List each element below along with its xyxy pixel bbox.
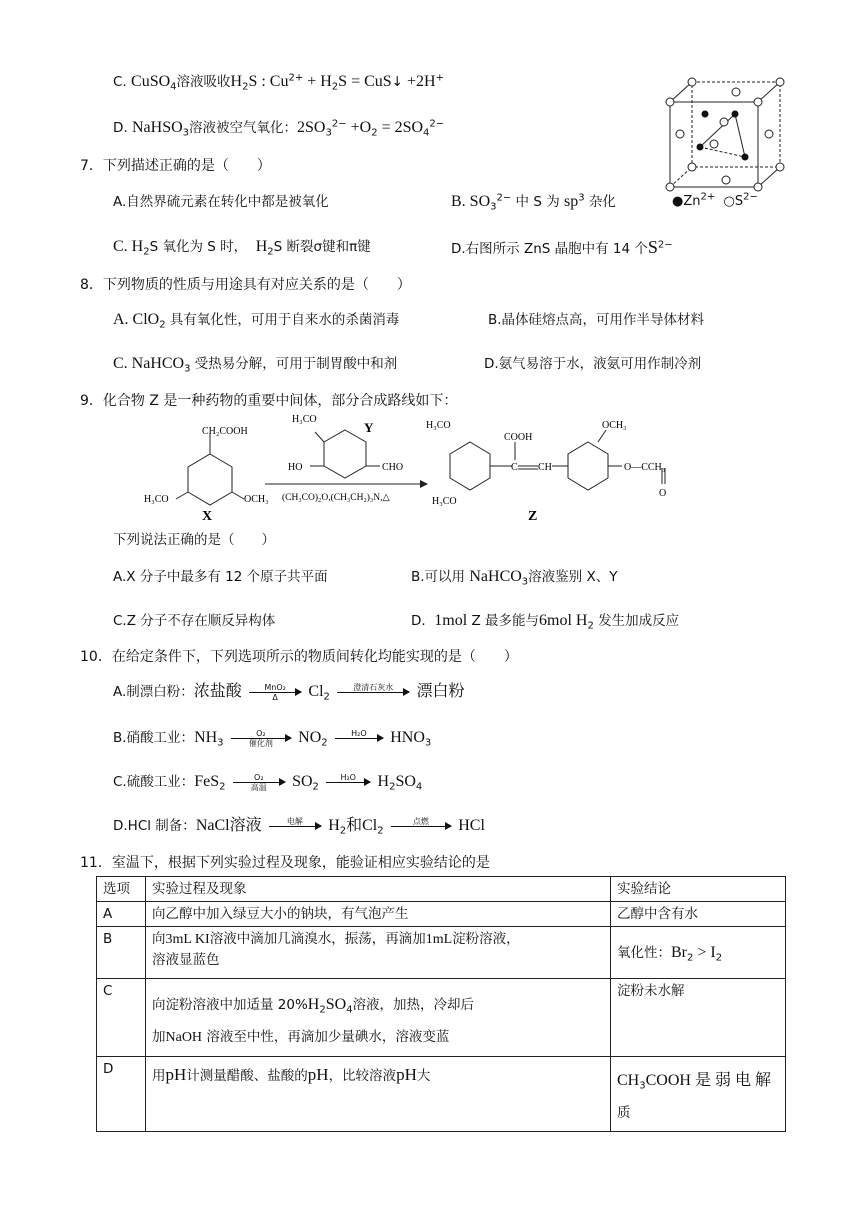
table-row: A 向乙醇中加入绿豆大小的钠块，有气泡产生 乙醇中含有水	[97, 902, 786, 927]
q10-option-b: B.硝酸工业：$NH_3$ O₂ 催化剂 $NO_2$ H₂O $HNO_3$	[113, 728, 432, 749]
label-z: Z	[528, 509, 538, 524]
z-bottom-left-group: H₃CO	[432, 496, 457, 507]
q8-option-b: B.晶体硅熔点高，可用作半导体材料	[488, 312, 705, 328]
q7-option-a: A.自然界硫元素在转化中都是被氧化	[113, 194, 329, 210]
x-left-group: H₃CO	[144, 494, 169, 505]
compound-y-structure	[310, 430, 380, 478]
reagent-label: (CH₃CO)₂O,(CH₃CH₂)₃N,△	[282, 493, 390, 503]
table-row: C 向淀粉溶液中加适量 $20\%H_2SO_4$溶液，加热，冷却后 加NaOH 溶液至中性，再滴加少量碘水，溶液变蓝 淀粉未水解	[97, 979, 786, 1057]
table-header-row	[97, 877, 786, 902]
z-ch-atom: CH	[538, 462, 552, 473]
q7-option-c: C. $H_2S$ 氧化为 S 时， $H_2S$ 断裂σ键和π键	[113, 238, 371, 258]
q10-option-c: C.硫酸工业：FeS$_2$ O₂ 高温 $SO_2$ H₂O $H_2SO_4$	[113, 772, 423, 793]
header-conclusion: 实验结论	[611, 877, 786, 902]
y-right-group: CHO	[382, 462, 404, 473]
q8-option-d: D.氨气易溶于水，液氨可用作制冷剂	[484, 356, 702, 372]
zns-unit-cell-diagram	[660, 72, 800, 212]
q9-option-c: C.Z 分子不存在顺反异构体	[113, 613, 276, 629]
z-cooh-group: COOH	[504, 432, 533, 443]
table-row: B 向3mL KI溶液中滴加几滴溴水，振荡，再滴加1mL淀粉溶液， 溶液显蓝色 氧化性：$Br_2 > I_2$	[97, 927, 786, 979]
table-row: D 用pH计测量醋酸、盐酸的pH，比较溶液pH大 $CH_3COOH$ 是 弱 电 解 质	[97, 1057, 786, 1132]
s-legend: ○S	[723, 194, 744, 209]
z-och3-group: OCH₃	[602, 420, 627, 431]
crystal-legend: $●Zn^{2+}$ $○S^{2-}$	[672, 191, 758, 209]
q8-option-c: C. NaHCO$_3$ 受热易分解，可用于制胃酸中和剂	[113, 355, 398, 375]
header-option: 选项	[97, 877, 146, 902]
q10-option-a: A.制漂白粉：浓盐酸 MnO₂ Δ $Cl_2$ 澄清石灰水 漂白粉	[113, 682, 465, 703]
q9-stem: 9．化合物 Z 是一种药物的重要中间体，部分合成路线如下：	[80, 393, 458, 409]
x-top-group: CH₂COOH	[202, 426, 248, 437]
z-c-atom: C	[511, 462, 518, 473]
q10-stem: 10．在给定条件下，下列选项所示的物质间转化均能实现的是（ ）	[80, 649, 518, 665]
z-top-left-group: H₃CO	[426, 420, 451, 431]
q6-option-d: D. NaHSO$_3$溶液被空气氧化：$2SO_3^{2-} +O_2 = 2SO_4^{2-}$	[113, 118, 445, 139]
q7-option-b: B. $SO_3^{2-}$ 中 S 为 $sp^3$ 杂化	[451, 192, 616, 213]
q9-sub-stem: 下列说法正确的是（ ）	[113, 532, 275, 548]
compound-x-structure	[176, 434, 244, 505]
y-top-group: H₃CO	[292, 414, 317, 425]
synthesis-route-diagram	[140, 412, 700, 527]
q10-option-d: D.HCl 制备：NaCl溶液 电解 $H_2$和$Cl_2$ 点燃 HCl	[113, 816, 485, 837]
z-carbonyl-o: O	[659, 488, 667, 499]
label-y: Y	[364, 420, 374, 435]
label-x: X	[202, 509, 213, 524]
q9-option-b: B.可以用 NaHCO$_3$溶液鉴别 X、Y	[411, 568, 618, 588]
x-right-group: OCH₃	[244, 494, 269, 505]
q8-stem: 8．下列物质的性质与用途具有对应关系的是（ ）	[80, 277, 411, 293]
q9-option-a: A.X 分子中最多有 12 个原子共平面	[113, 569, 328, 585]
q8-option-a: A. ClO$_2$ 具有氧化性，可用于自来水的杀菌消毒	[113, 311, 400, 331]
q6-option-c: C. CuSO$_4$溶液吸收$H_2S$ : $Cu^{2+} + H_2S$ = CuS↓ +2H+	[113, 72, 444, 93]
q9-option-d: D. 1mol Z 最多能与6mol $H_2$ 发生加成反应	[411, 612, 680, 632]
z-oac-group: O—CCH₃	[624, 462, 666, 473]
experiment-table	[96, 876, 786, 1132]
q11-stem: 11．室温下，根据下列实验过程及现象，能验证相应实验结论的是	[80, 855, 490, 871]
compound-z-structure	[450, 430, 665, 490]
y-left-group: HO	[288, 462, 303, 473]
q7-stem: 7．下列描述正确的是（ ）	[80, 158, 271, 174]
zn-legend: ●Zn	[672, 194, 701, 209]
q7-option-d: D.右图所示 ZnS 晶胞中有 14 个$S^{2-}$	[451, 237, 673, 257]
header-procedure: 实验过程及现象	[146, 877, 611, 902]
